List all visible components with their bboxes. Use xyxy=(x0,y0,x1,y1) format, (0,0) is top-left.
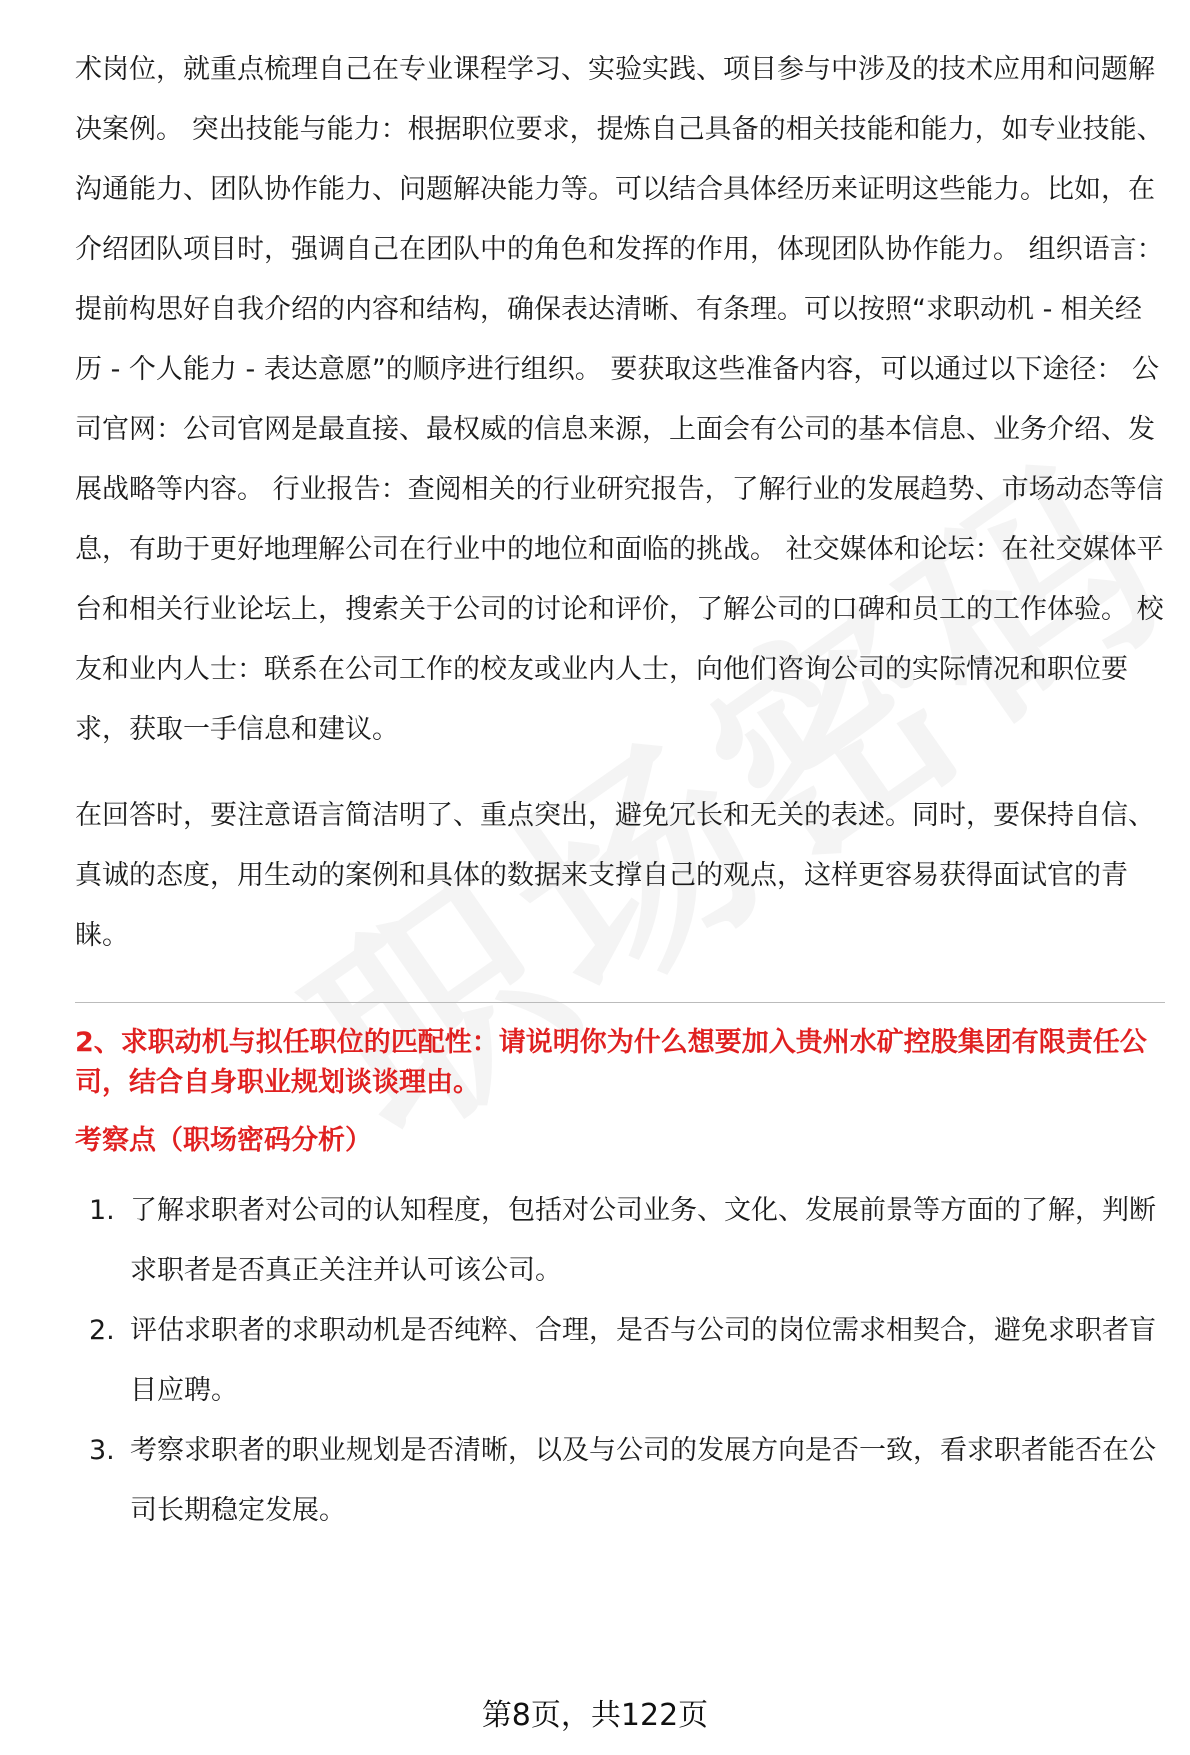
page-number-footer: 第8页，共122页 xyxy=(481,1698,709,1733)
document-page xyxy=(75,40,1165,1541)
list-item-number: 2. xyxy=(89,1315,115,1346)
list-item-text: 了解求职者对公司的认知程度，包括对公司业务、文化、发展前景等方面的了解，判断求职者是否真正关注并认可该公司。 xyxy=(130,1195,1156,1286)
list-item-text: 考察求职者的职业规划是否清晰，以及与公司的发展方向是否一致，看求职者能否在公司长期稳定发展。 xyxy=(130,1435,1156,1526)
list-item xyxy=(75,1421,1165,1541)
body-paragraph-2: 在回答时，要注意语言简洁明了、重点突出，避免冗长和无关的表述。同时，要保持自信、真诚的态度，用生动的案例和具体的数据来支撑自己的观点，这样更容易获得面试官的青睐。 xyxy=(75,800,1155,951)
list-item xyxy=(75,1181,1165,1301)
list-item-number: 1. xyxy=(89,1195,115,1226)
list-item xyxy=(75,1301,1165,1421)
evaluation-point-list xyxy=(75,1181,1165,1541)
section-divider xyxy=(75,1002,1165,1003)
section-label: 考察点（职场密码分析） xyxy=(75,1125,372,1156)
list-item-text: 评估求职者的求职动机是否纯粹、合理，是否与公司的岗位需求相契合，避免求职者盲目应聘。 xyxy=(130,1315,1156,1406)
list-item-number: 3. xyxy=(89,1435,115,1466)
question-heading: 2、求职动机与拟任职位的匹配性：请说明你为什么想要加入贵州水矿控股集团有限责任公司，结合自身职业规划谈谈理由。 xyxy=(75,1027,1147,1098)
body-paragraph-1: 术岗位，就重点梳理自己在专业课程学习、实验实践、项目参与中涉及的技术应用和问题解决案例。 突出技能与能力：根据职位要求，提炼自己具备的相关技能和能力，如专业技能、沟通能力、团队协作能力、问题解决能力等。可以结合具体经历来证明这些能力。比如，在介绍团队项目时，强调自己在团队中的角色和发挥的作用，体现团队协作能力。 组织语言：提前构思好自我介绍的内容和结构，确保表达清晰、有条理。可以按照“求职动机 - 相关经历 - 个人能力 - 表达意愿”的顺序进行组织。 要获取这些准备内容，可以通过以下途径： 公司官网：公司官网是最直接、最权威的信息来源，上面会有公司的基本信息、业务介绍、发展战略等内容。 行业报告：查阅相关的行业研究报告，了解行业的发展趋势、市场动态等信息，有助于更好地理解公司在行业中的地位和面临的挑战。 社交媒体和论坛：在社交媒体平台和相关行业论坛上，搜索关于公司的讨论和评价，了解公司的口碑和员工的工作体验。 校友和业内人士：联系在公司工作的校友或业内人士，向他们咨询公司的实际情况和职位要求，获取一手信息和建议。 xyxy=(75,54,1164,745)
